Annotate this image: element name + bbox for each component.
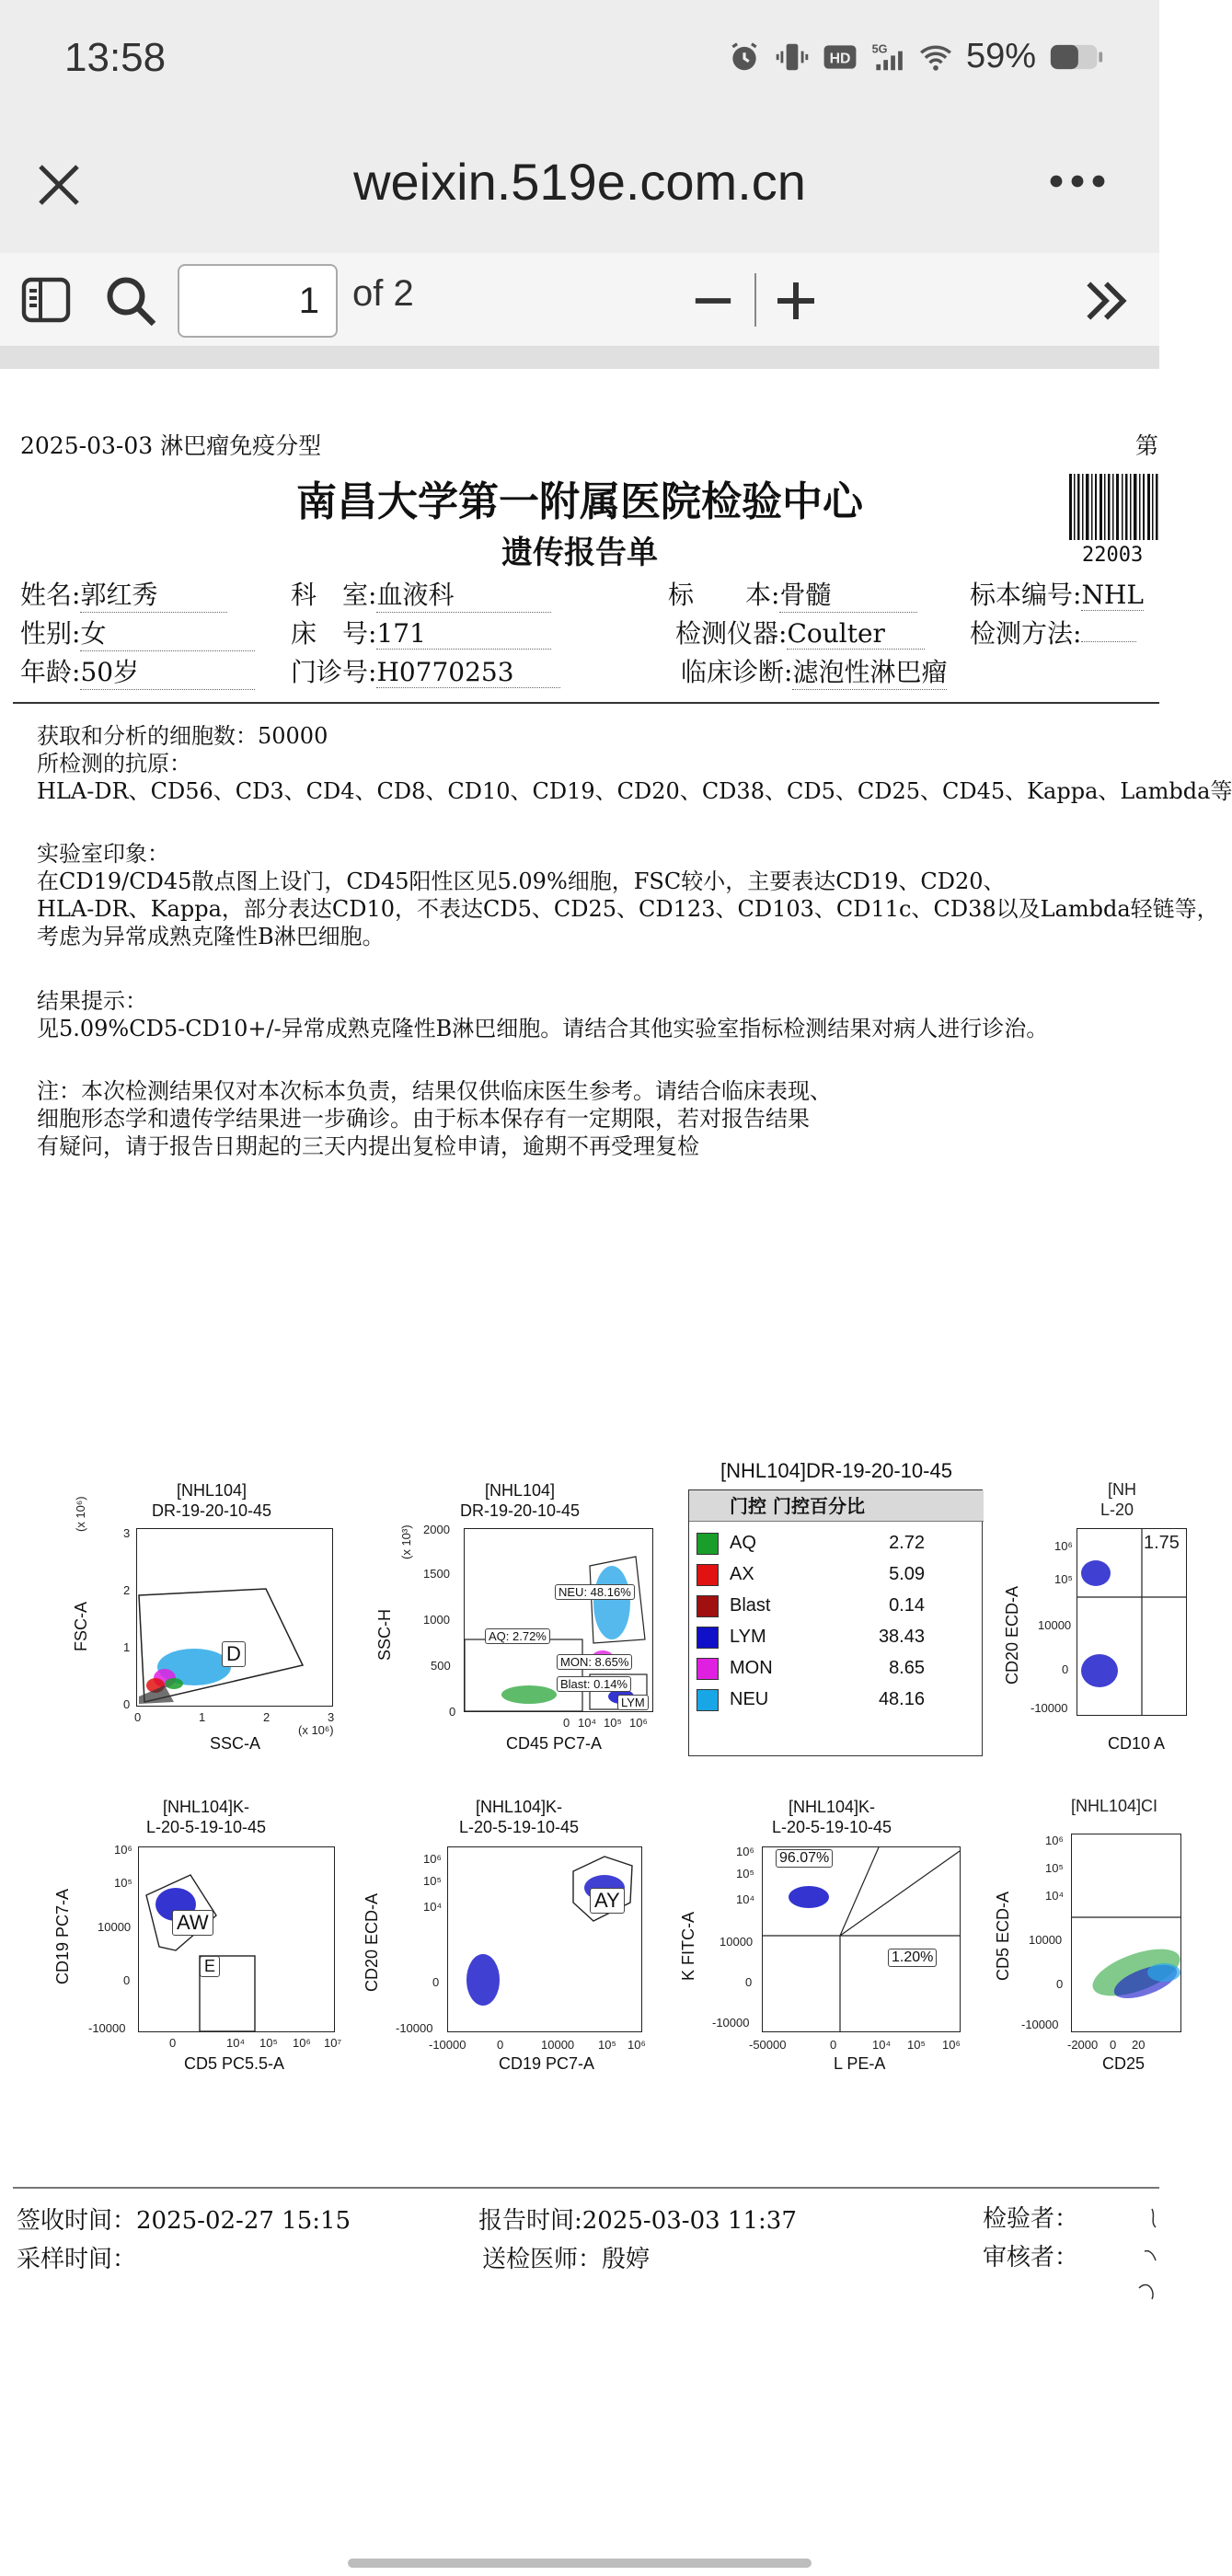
instrument-value: Coulter (787, 618, 925, 650)
dept-label: 科 室: (291, 580, 377, 610)
plot4-quadrant (1077, 1529, 1186, 1715)
plot6-ytick-0: 10⁶ (423, 1852, 442, 1866)
plot7-xtick-4: 10⁶ (942, 2038, 961, 2052)
plot4-ylabel: CD20 ECD-A (1003, 1585, 1021, 1685)
plot7-ytick-1: 10⁵ (736, 1867, 754, 1880)
plot7-ylabel: K FITC-A (679, 1912, 697, 1981)
plot2-ytick-3: 500 (431, 1659, 451, 1673)
bed-value: 171 (376, 618, 551, 650)
plot1-gate-label: D (222, 1641, 246, 1667)
plot4-scatter (1077, 1529, 1186, 1715)
name-label: 姓名: (20, 580, 81, 610)
plot7-cluster-kappa (789, 1886, 829, 1908)
wifi-icon (918, 40, 953, 75)
plot2-title-1: [NHL104] (484, 1481, 556, 1500)
plot6-axes (447, 1846, 642, 2032)
clinic-label: 门诊号: (291, 657, 377, 687)
swatch-ax (697, 1564, 719, 1586)
plot4-ytick-4: -10000 (1031, 1701, 1068, 1715)
field-age (20, 652, 255, 690)
field-clinic (291, 652, 560, 689)
plot1-title-2: DR-19-20-10-45 (151, 1501, 272, 1520)
plot4-ytick-3: 0 (1062, 1662, 1069, 1676)
specimen-value: 骨髓 (779, 575, 917, 613)
gate-stats-table (688, 1459, 983, 1756)
plot7-axes (762, 1846, 961, 2032)
gate-stats-head-pct: 门控百分比 (772, 1495, 865, 1517)
field-instrument (675, 614, 925, 650)
plot-cd19-cd5 (50, 1797, 363, 2100)
plot5-xtick-0: 0 (169, 2036, 177, 2050)
plot7-ytick-4: 0 (745, 1975, 753, 1989)
plot7-xtick-2: 10⁴ (872, 2038, 892, 2052)
barcode-number: 22003 (1082, 544, 1144, 567)
zoom-out-icon[interactable] (692, 273, 734, 328)
home-indicator[interactable] (348, 2559, 812, 2568)
plot6-xtick-1: 0 (497, 2038, 504, 2052)
plot8-ytick-5: -10000 (1021, 2018, 1059, 2031)
plot8-scatter (1072, 1834, 1180, 2031)
plot1-scatter (137, 1529, 332, 1706)
battery-percent: 59% (965, 37, 1036, 75)
method-value (1081, 641, 1136, 642)
plot7-xlabel: L PE-A (834, 2054, 886, 2073)
signature-mark (1132, 2200, 1159, 2310)
browser-title-bar (0, 124, 1159, 253)
report-header-right: 第 (1135, 432, 1159, 459)
note-line-1: 注：本次检测结果仅对本次标本负责，结果仅供临床医生参考。请结合临床表现、 (37, 1078, 832, 1104)
plot8-ytick-3: 10000 (1029, 1933, 1063, 1947)
plot7-ytick-5: -10000 (712, 2016, 750, 2030)
sex-label: 性别: (20, 618, 81, 649)
plot4-title-2: L-20 (1100, 1501, 1134, 1519)
field-specimen-no (970, 575, 1144, 612)
plot-kappa-lambda (675, 1797, 988, 2100)
alarm-icon (727, 40, 762, 75)
plot7-ytick-3: 10000 (720, 1935, 754, 1949)
field-sex (20, 614, 255, 651)
plot4-cluster-2 (1081, 1654, 1118, 1687)
plot1-ytick-0: 0 (123, 1697, 131, 1711)
plot1-ytick-1: 1 (123, 1640, 131, 1654)
gate-name: MON (730, 1658, 773, 1678)
clinic-value: H0770253 (376, 657, 560, 688)
plot2-gate-neu-label: NEU: 48.16% (555, 1584, 635, 1600)
plot7-title-2: L-20-5-19-10-45 (771, 1818, 892, 1836)
plot4-ytick-2: 10000 (1038, 1618, 1072, 1632)
plot1-axes (136, 1528, 333, 1707)
plot2-cluster-aq (501, 1685, 557, 1704)
gate-name: NEU (730, 1689, 769, 1709)
page-gap (0, 347, 1159, 369)
plot8-xtick-0: -2000 (1067, 2038, 1099, 2052)
plot8-ytick-1: 10⁵ (1045, 1861, 1064, 1875)
antigen-label: 所检测的抗原： (37, 751, 191, 776)
zoom-in-icon[interactable] (773, 273, 819, 328)
plot2-axes (464, 1528, 653, 1712)
gate-name: AX (730, 1564, 754, 1584)
next-page-icon[interactable] (1080, 275, 1132, 327)
signal-5g-icon (870, 40, 905, 75)
pdf-toolbar (0, 253, 1159, 347)
gate-name: Blast (730, 1595, 771, 1616)
gate-name: AQ (730, 1533, 756, 1553)
plot2-xlabel: CD45 PC7-A (506, 1734, 603, 1753)
method-label: 检测方法: (970, 618, 1082, 649)
plot7-title-1: [NHL104]K- (788, 1798, 876, 1816)
plot5-xtick-3: 10⁶ (293, 2036, 311, 2050)
plot6-xlabel: CD19 PC7-A (499, 2054, 595, 2073)
status-time: 13:58 (64, 35, 167, 80)
gate-pct: 38.43 (878, 1627, 925, 1647)
plot6-scatter (448, 1847, 641, 2031)
plot4-ytick-0: 10⁶ (1054, 1539, 1073, 1553)
search-icon[interactable] (103, 273, 158, 328)
plot5-xtick-2: 10⁵ (259, 2036, 278, 2050)
plot-ssc-cd45 (368, 1480, 672, 1784)
plot2-xtick-2: 10⁵ (604, 1716, 622, 1730)
plot1-xtick-1: 1 (199, 1710, 206, 1724)
impression-label: 实验室印象： (37, 841, 169, 867)
field-name (20, 575, 227, 613)
plot1-ytick-2: 2 (123, 1583, 131, 1597)
svg-text:5G: 5G (871, 41, 888, 55)
age-label: 年龄: (20, 657, 81, 687)
plot6-xtick-4: 10⁶ (628, 2038, 646, 2052)
gate-stats-row (697, 1592, 973, 1621)
plot8-axes (1071, 1834, 1181, 2032)
impression-line-1: 在CD19/CD45散点图上设门，CD45阳性区见5.09%细胞，FSC较小，主要表达CD19、CD20、 (37, 868, 1006, 894)
plot2-ytick-2: 1000 (423, 1613, 450, 1627)
plot2-xtick-0: 0 (563, 1716, 570, 1730)
gate-pct: 48.16 (878, 1689, 925, 1709)
svg-text:HD: HD (829, 50, 851, 66)
plot4-axes (1077, 1528, 1187, 1716)
plot8-title-1: [NHL104]CI (1071, 1797, 1158, 1815)
plot8-xtick-2: 20 (1132, 2038, 1146, 2052)
plot6-xtick-0: -10000 (429, 2038, 466, 2052)
plot2-yunit: (x 10³) (399, 1524, 413, 1559)
plot5-ylabel: CD19 PC7-A (53, 1888, 72, 1984)
plot2-cluster-neu (593, 1566, 630, 1639)
vibrate-icon (775, 40, 810, 75)
plot1-ytick-3: 3 (123, 1526, 131, 1540)
plot5-xtick-4: 10⁷ (324, 2036, 342, 2050)
report-header-left: 2025-03-03 淋巴瘤免疫分型 (20, 432, 322, 459)
plot2-ytick-0: 2000 (423, 1523, 450, 1536)
name-value: 郭红秀 (80, 575, 227, 613)
result-text: 见5.09%CD5-CD10+/-异常成熟克隆性B淋巴细胞。请结合其他实验室指标检测结果对病人进行诊治。 (37, 1016, 1049, 1041)
plot5-ytick-3: 0 (123, 1973, 131, 1987)
received-time: 签收时间：2025-02-27 15:15 (17, 2207, 351, 2235)
result-label: 结果提示： (37, 988, 147, 1014)
plot4-cluster-1 (1081, 1560, 1111, 1586)
plot8-xlabel: CD25 (1102, 2054, 1146, 2073)
field-diagnosis (681, 652, 947, 690)
gate-stats-row (697, 1529, 973, 1558)
plot5-title-1: [NHL104]K- (162, 1798, 250, 1816)
footer-rule (13, 2187, 1159, 2189)
status-icons (727, 37, 1104, 76)
header-rule (13, 702, 1159, 704)
swatch-aq (697, 1533, 719, 1555)
gate-name: LYM (730, 1627, 766, 1647)
field-bed (291, 614, 551, 650)
impression-line-2: HLA-DR、Kappa，部分表达CD10，不表达CD5、CD25、CD123、CD103、CD11c、CD38以及Lambda轻链等， (37, 896, 1219, 922)
plot1-xtick-0: 0 (134, 1710, 142, 1724)
plot2-gate-lym-label: LYM (617, 1695, 649, 1710)
plot7-xtick-1: 0 (830, 2038, 837, 2052)
plot7-gates (763, 1847, 960, 2031)
gate-stats-header (689, 1490, 984, 1522)
plot1-xtick-3: 3 (328, 1710, 335, 1724)
plot5-gate-e-label: E (200, 1956, 220, 1977)
plot6-ytick-4: -10000 (396, 2021, 433, 2035)
sidebar-icon[interactable] (20, 275, 72, 325)
swatch-mon (697, 1658, 719, 1680)
plot8-cluster-3 (1147, 1963, 1180, 1982)
specimen-no-value: NHL (1081, 580, 1144, 610)
plot6-title-1: [NHL104]K- (475, 1798, 563, 1816)
plot2-xtick-1: 10⁴ (578, 1716, 597, 1730)
plot1-yunit: (x 10⁶) (74, 1496, 87, 1532)
report-time: 报告时间:2025-03-03 11:37 (478, 2207, 797, 2235)
plot4-title-1: [NH (1108, 1480, 1136, 1499)
note-line-3: 有疑问，请于报告日期起的三天内提出复检申请，逾期不再受理复检 (37, 1133, 699, 1159)
plot1-cluster-aq (165, 1678, 183, 1689)
gate-pct: 2.72 (889, 1533, 925, 1553)
toolbar-divider (754, 273, 756, 327)
plot8-ylabel: CD5 ECD-A (994, 1891, 1012, 1981)
plot5-ytick-4: -10000 (88, 2021, 126, 2035)
plot6-ylabel: CD20 ECD-A (363, 1892, 381, 1992)
plot6-xtick-3: 10⁵ (598, 2038, 616, 2052)
plot5-scatter (139, 1847, 334, 2031)
more-icon[interactable] (1047, 163, 1108, 200)
gate-pct: 5.09 (889, 1564, 925, 1584)
specimen-label: 标 本: (668, 580, 780, 610)
plot5-ytick-0: 10⁶ (114, 1843, 132, 1857)
plot7-pct-lambda: 1.20% (888, 1949, 937, 1967)
plot7-scatter (763, 1847, 960, 2031)
plot2-title-2: DR-19-20-10-45 (459, 1501, 581, 1520)
plot4-pct: 1.75 (1144, 1533, 1180, 1553)
plot6-ytick-3: 0 (432, 1975, 440, 1989)
antigen-list: HLA-DR、CD56、CD3、CD4、CD8、CD10、CD19、CD20、CD38、CD5、CD25、CD45、Kappa、Lambda等 (37, 778, 1232, 804)
plot1-xunit: (x 10⁶) (298, 1723, 334, 1737)
sampling-time: 采样时间： (17, 2246, 137, 2273)
dept-value: 血液科 (376, 575, 551, 613)
plot1-title-1: [NHL104] (176, 1481, 248, 1500)
plot-cd5-cd25 (988, 1797, 1159, 2100)
plot7-ytick-0: 10⁶ (736, 1845, 754, 1858)
gate-stats-row (697, 1654, 973, 1684)
instrument-label: 检测仪器: (675, 618, 788, 649)
plot5-title-2: L-20-5-19-10-45 (145, 1818, 267, 1836)
page-number-input[interactable]: 1 (178, 264, 338, 338)
plot5-ytick-2: 10000 (98, 1920, 132, 1934)
plot6-ytick-1: 10⁵ (423, 1874, 442, 1888)
plot2-gate-aq-label: AQ: 2.72% (485, 1628, 550, 1644)
report-title: 南昌大学第一附属医院检验中心 (296, 478, 863, 525)
plot7-pct-kappa: 96.07% (776, 1849, 833, 1868)
page-url: weixin.519e.com.cn (353, 153, 806, 211)
page-count-label: of 2 (352, 273, 414, 314)
impression-line-3: 考虑为异常成熟克隆性B淋巴细胞。 (37, 924, 385, 949)
plot6-title-2: L-20-5-19-10-45 (458, 1818, 580, 1836)
swatch-neu (697, 1689, 719, 1711)
gate-stats-row (697, 1623, 973, 1652)
hd-icon (823, 40, 858, 75)
plot8-ytick-0: 10⁶ (1045, 1834, 1064, 1847)
plot-fsc-ssc (55, 1480, 368, 1784)
plot-cd20-cd10 (999, 1480, 1180, 1784)
plot5-ytick-1: 10⁵ (114, 1876, 132, 1890)
barcode (1069, 474, 1161, 540)
gate-stats-row (697, 1685, 973, 1715)
diagnosis-value: 滤泡性淋巴瘤 (792, 652, 947, 690)
gate-pct: 8.65 (889, 1658, 925, 1678)
plot4-xlabel: CD10 A (1108, 1734, 1166, 1753)
status-bar (0, 0, 1159, 124)
tester-label: 检验者： (983, 2205, 1079, 2233)
plot8-ytick-2: 10⁴ (1045, 1889, 1065, 1903)
plot6-cluster-1 (466, 1954, 500, 2006)
plot6-ytick-2: 10⁴ (423, 1900, 443, 1914)
reviewer-label: 审核者： (983, 2244, 1079, 2271)
field-dept (291, 575, 551, 613)
note-line-2: 细胞形态学和遗传学结果进一步确诊。由于标本保存有一定期限，若对报告结果 (37, 1106, 810, 1132)
sex-value: 女 (80, 614, 255, 651)
plot7-ytick-2: 10⁴ (736, 1892, 755, 1906)
plot8-xtick-1: 0 (1110, 2038, 1117, 2052)
pdf-page (0, 369, 1232, 2576)
plot5-xlabel: CD5 PC5.5-A (184, 2054, 285, 2073)
sending-doctor: 送检医师：殷婷 (482, 2246, 651, 2273)
plot1-ylabel: FSC-A (72, 1602, 90, 1651)
plot2-xtick-3: 10⁶ (629, 1716, 648, 1730)
plot2-ytick-1: 1500 (423, 1567, 450, 1581)
swatch-lym (697, 1627, 719, 1649)
plot2-gate-mon-label: MON: 8.65% (557, 1654, 632, 1670)
plot7-xtick-3: 10⁵ (907, 2038, 926, 2052)
plot4-ytick-1: 10⁵ (1054, 1572, 1073, 1586)
plot5-gate-aw-label: AW (172, 1910, 213, 1936)
gate-pct: 0.14 (889, 1595, 925, 1616)
field-specimen (668, 575, 917, 613)
gate-stats-row (697, 1560, 973, 1590)
plot2-gate-blast-label: Blast: 0.14% (557, 1676, 631, 1692)
swatch-blast (697, 1595, 719, 1617)
plot2-ytick-4: 0 (449, 1705, 456, 1719)
diagnosis-label: 临床诊断: (681, 657, 793, 687)
plot5-xtick-1: 10⁴ (226, 2036, 246, 2050)
gate-stats-title: [NHL104]DR-19-20-10-45 (720, 1459, 952, 1482)
field-method (970, 614, 1136, 650)
gate-stats-head-gate: 门控 (730, 1495, 766, 1517)
report-subtitle: 遗传报告单 (501, 535, 658, 571)
battery-icon (1049, 40, 1104, 75)
plot5-axes (138, 1846, 335, 2032)
plot6-gate-label: AY (590, 1888, 625, 1914)
plot2-ylabel: SSC-H (375, 1608, 394, 1661)
specimen-no-label: 标本编号: (970, 580, 1082, 610)
plot8-ytick-4: 0 (1056, 1977, 1064, 1991)
plot6-xtick-2: 10000 (541, 2038, 575, 2052)
plot-cd20-cd19 (363, 1797, 675, 2100)
plot1-xtick-2: 2 (263, 1710, 271, 1724)
cells-analyzed: 获取和分析的细胞数：50000 (37, 723, 328, 749)
age-value: 50岁 (80, 652, 255, 690)
plot1-xlabel: SSC-A (210, 1734, 261, 1753)
plot7-xtick-0: -50000 (749, 2038, 787, 2052)
bed-label: 床 号: (291, 618, 377, 649)
